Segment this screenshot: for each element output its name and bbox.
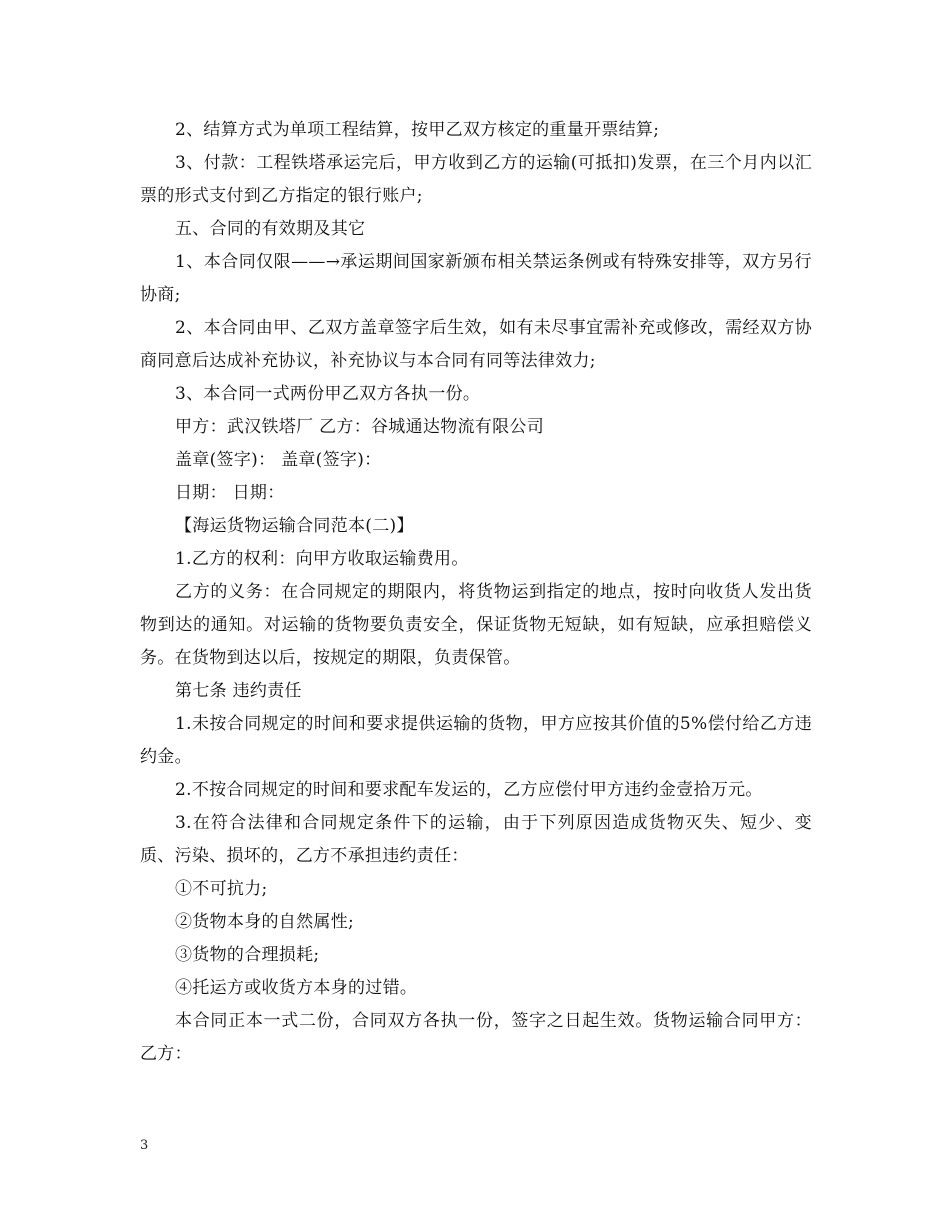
list-item-force-majeure: ①不可抗力; [175, 879, 268, 899]
section-heading-template-two: 【海运货物运输合同范本(二)】 [175, 516, 414, 536]
paragraph-breach-3: 3.在符合法律和合同规定条件下的运输，由于下列原因造成货物灭失、短少、变质、污染、损坏的，乙方不承担违约责任： [140, 813, 812, 866]
section-heading-validity: 五、合同的有效期及其它 [175, 219, 366, 239]
paragraph-party-b-obligations: 乙方的义务：在合同规定的期限内，将货物运到指定的地点，按时向收货人发出货物到达的通知。对运输的货物要负责安全，保证货物无短缺，如有短缺，应承担赔偿义务。在货物到达以后，按规定的期限，负责保管。 [140, 582, 812, 668]
paragraph-breach-2: 2.不按合同规定的时间和要求配车发运的，乙方应偿付甲方违约金壹拾万元。 [175, 780, 763, 800]
paragraph-breach-1: 1.未按合同规定的时间和要求提供运输的货物，甲方应按其价值的5%偿付给乙方违约金。 [140, 714, 812, 767]
paragraph-validity-1: 1、本合同仅限——→承运期间国家新颁布相关禁运条例或有特殊安排等，双方另行协商; [140, 252, 812, 305]
paragraph-closing: 本合同正本一式二份，合同双方各执一份，签字之日起生效。货物运输合同甲方： 乙方： [140, 1011, 812, 1064]
paragraph-seal-signature: 盖章(签字)： 盖章(签字)： [175, 450, 382, 470]
section-heading-article-seven: 第七条 违约责任 [175, 681, 302, 701]
list-item-consignor-fault: ④托运方或收货方本身的过错。 [175, 978, 418, 998]
page-number: 3 [140, 1138, 149, 1153]
paragraph-validity-3: 3、本合同一式两份甲乙双方各执一份。 [175, 384, 481, 404]
paragraph-dates: 日期： 日期： [175, 483, 285, 503]
paragraph-validity-2: 2、本合同由甲、乙双方盖章签字后生效，如有未尽事宜需补充或修改，需经双方协商同意后达成补充协议，补充协议与本合同有同等法律效力; [140, 318, 812, 371]
list-item-natural-property: ②货物本身的自然属性; [175, 912, 355, 932]
paragraph-party-b-rights: 1.乙方的权利：向甲方收取运输费用。 [175, 549, 469, 569]
paragraph-parties: 甲方：武汉铁塔厂 乙方：谷城通达物流有限公司 [175, 417, 545, 437]
document-body [140, 114, 812, 1071]
paragraph-settlement-method: 2、结算方式为单项工程结算，按甲乙双方核定的重量开票结算; [175, 120, 660, 140]
paragraph-payment: 3、付款：工程铁塔承运完后，甲方收到乙方的运输(可抵扣)发票，在三个月内以汇票的形式支付到乙方指定的银行账户; [140, 153, 812, 206]
list-item-reasonable-loss: ③货物的合理损耗; [175, 945, 320, 965]
